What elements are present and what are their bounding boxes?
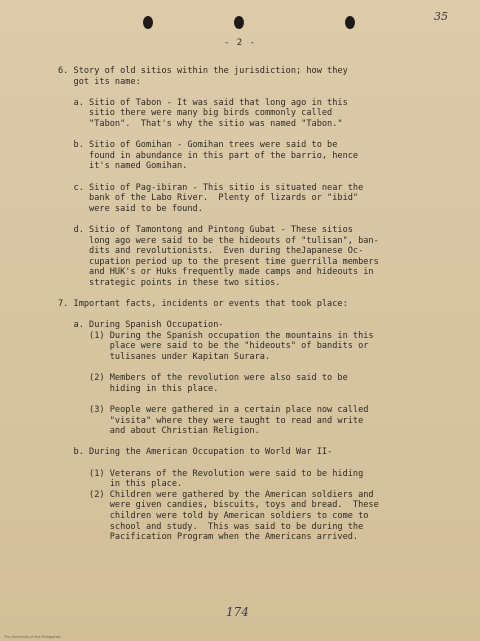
text-line: children were told by American soldiers to come to: [58, 510, 369, 521]
text-line: it's named Gomihan.: [58, 161, 188, 172]
blank-line: [58, 288, 448, 299]
text-line: found in abundance in this part of the barrio, hence: [58, 150, 359, 161]
punch-hole: [345, 16, 355, 29]
punch-hole: [234, 16, 244, 29]
text-line: "Tabon". That's why the sitio was named "Tabon.": [58, 118, 343, 129]
text-line: a. Sitio of Tabon - It was said that long ago in this: [58, 97, 348, 108]
text-line: dits and revolutionists. Even during theJapanese Oc-: [58, 246, 364, 257]
text-line: and about Christian Religion.: [58, 426, 260, 437]
text-line: (1) Veterans of the Revolution were said to be hiding: [58, 468, 364, 479]
handwritten-page-number: 174: [226, 605, 249, 619]
text-line: b. During the American Occupation to World War II-: [58, 447, 333, 458]
text-line: hiding in this place.: [58, 383, 219, 394]
text-line: sitio there were many big birds commonly called: [58, 108, 333, 119]
text-line: in this place.: [58, 479, 183, 490]
text-line: bank of the Labo River. Plenty of lizards or "ibid": [58, 193, 359, 204]
page-number: - 2 -: [223, 38, 257, 48]
text-line: got its name:: [58, 76, 141, 87]
text-line: c. Sitio of Pag-ibiran - This sitio is situated near the: [58, 182, 364, 193]
text-line: strategic points in these two sitios.: [58, 277, 281, 288]
text-line: place were said to be the "hideouts" of bandits or: [58, 341, 369, 352]
handwritten-corner-number: 35: [434, 10, 448, 23]
text-line: and HUK's or Huks frequently made camps and hideouts in: [58, 267, 374, 278]
text-line: (2) Children were gathered by the American soldiers and: [58, 489, 374, 500]
text-line: "visita" where they were taught to read and write: [58, 415, 364, 426]
blank-line: [58, 172, 448, 183]
blank-line: [58, 394, 448, 405]
text-line: were given candies, biscuits, toys and bread. These: [58, 500, 379, 511]
blank-line: [58, 130, 448, 141]
text-line: tulisanes under Kapitan Surara.: [58, 352, 271, 363]
blank-line: [58, 87, 448, 98]
text-line: (2) Members of the revolution were also said to be: [58, 373, 348, 384]
blank-line: [58, 363, 448, 374]
text-line: Pacification Program when the Americans arrived.: [58, 532, 359, 543]
text-line: (3) People were gathered in a certain place now called: [58, 405, 369, 415]
text-line: cupation period up to the present time guerrilla members: [58, 256, 379, 267]
text-line: 7. Important facts, incidents or events that took place:: [58, 299, 348, 310]
punch-hole: [143, 16, 153, 29]
text-line: long ago were said to be the hideouts of "tulisan", ban-: [58, 235, 379, 246]
text-line: (1) During the Spanish occupation the mountains in this: [58, 330, 374, 341]
text-line: a. During Spanish Occupation-: [58, 320, 224, 331]
text-line: d. Sitio of Tamontong and Pintong Gubat - These sitios: [58, 224, 353, 235]
blank-line: [58, 458, 448, 469]
blank-line: [58, 310, 448, 321]
text-line: 6. Story of old sitios within the jurisdiction; how they: [58, 66, 348, 76]
text-line: were said to be found.: [58, 203, 203, 214]
text-line: b. Sitio of Gomihan - Gomihan trees were said to be: [58, 140, 338, 151]
footer-note: The University of the Philippines: [4, 635, 61, 639]
blank-line: [58, 214, 448, 225]
blank-line: [58, 437, 448, 448]
text-line: school and study. This was said to be during the: [58, 521, 364, 532]
document-body: [58, 66, 448, 543]
